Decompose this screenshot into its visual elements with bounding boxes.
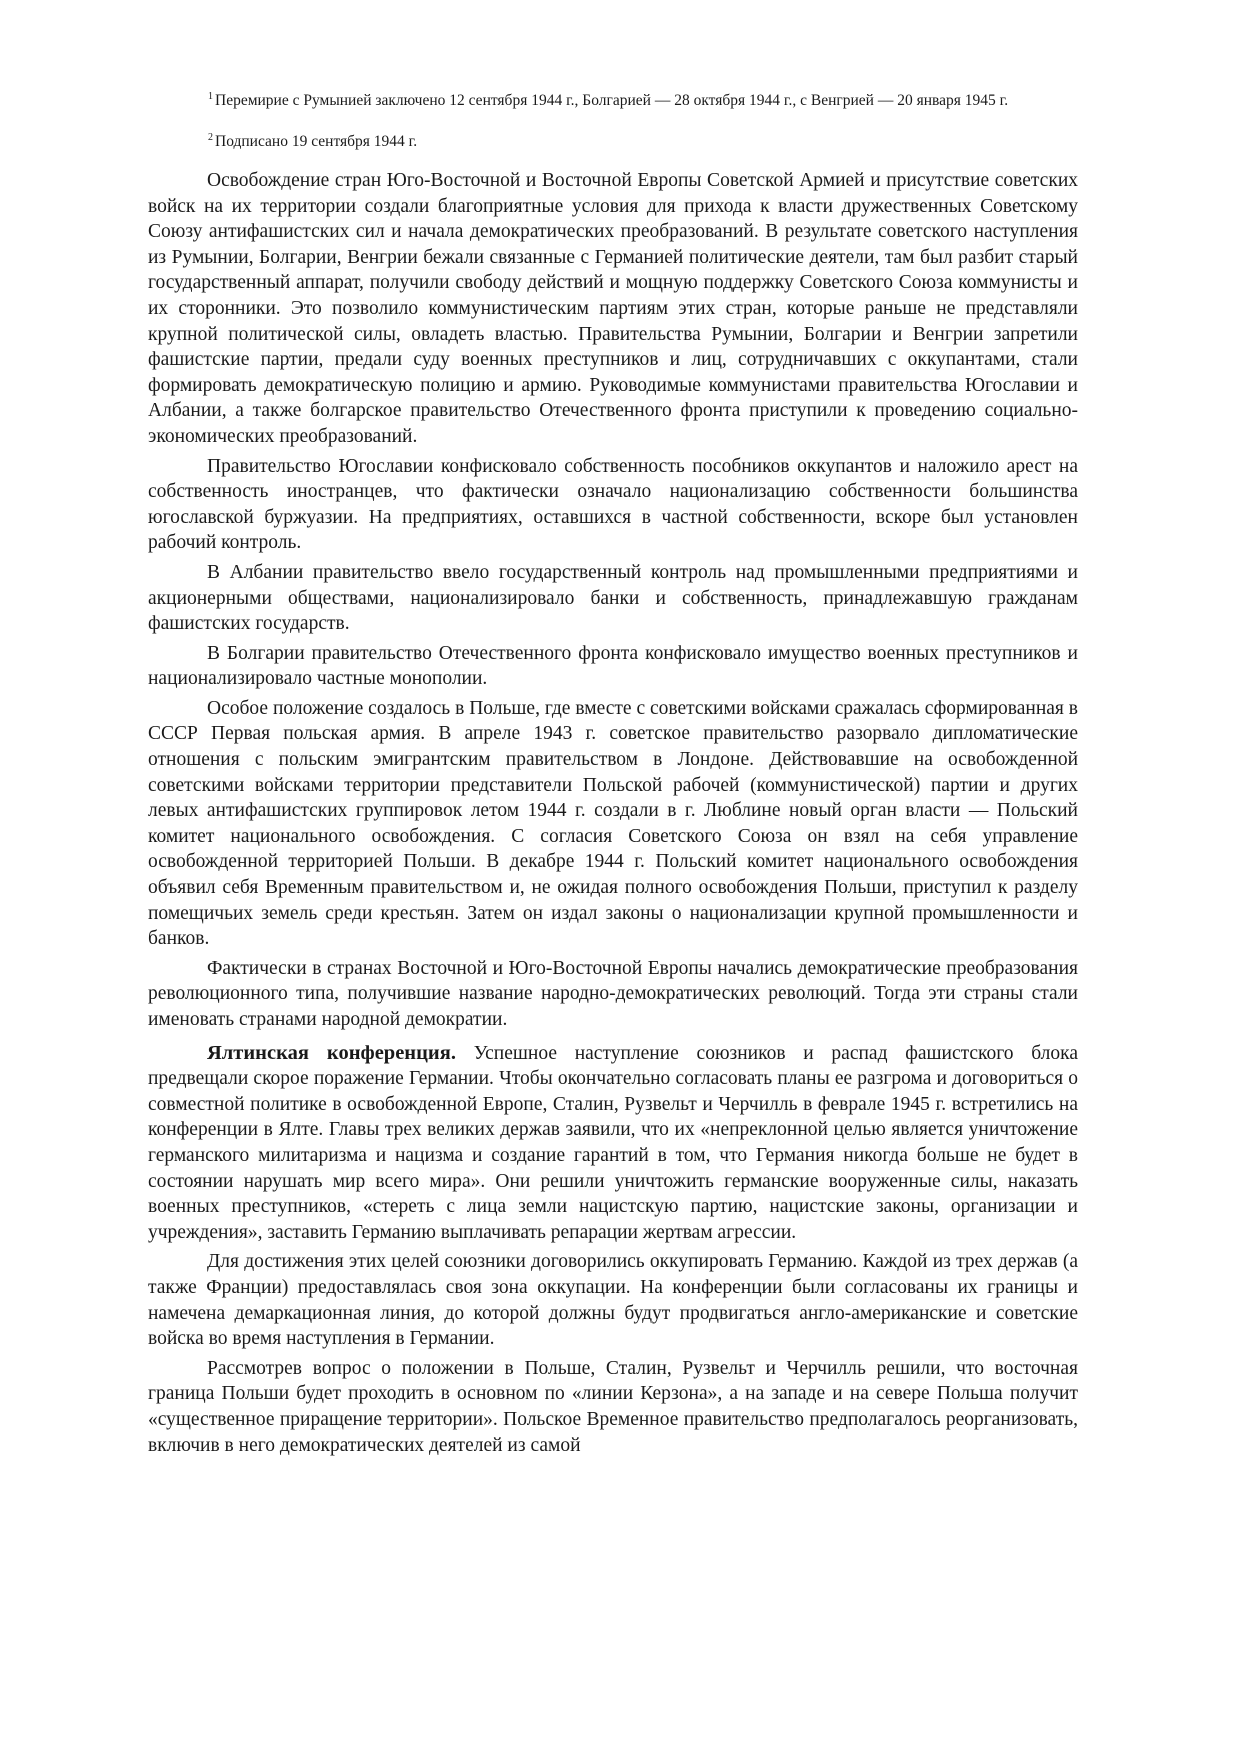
paragraph-poland: Особое положение создалось в Польше, где вместе с советскими войсками сражалась сформированная в СССР Первая польская армия. В апреле 1943 г. советское правительство разорвало дипломатические отношения с польским эмигрантским правительством в Лондоне. Действовавшие на освобожденной советскими войсками территории представители Польской рабочей (коммунистической) партии и других левых антифашистских группировок летом 1944 г. создали в г. Люблине новый орган власти — Польский комитет национального освобождения. С согласия Советского Союза он взял на себя управление освобожденной территорией Польши. В декабре 1944 г. Польский комитет национального освобождения объявил себя Временным правительством и, не ожидая полного освобождения Польши, приступил к разделу помещичьих земель среди крестьян. Затем он издал законы о национализации крупной промышленности и банков. [148, 697, 1078, 950]
section-text: Успешное наступление союзников и распад фашистского блока предвещали скорое поражение Германии. Чтобы окончательно согласовать планы ее разгрома и договориться о совместной политике в освобожденной Европе, Сталин, Рузвельт и Черчилль в феврале 1945 г. встретились на конференции в Ялте. Главы трех великих держав заявили, что их «непреклонной целью является уничтожение германского милитаризма и нацизма и создание гарантий в том, что Германия никогда больше не будет в состоянии нарушать мир всего мира». Они решили уничтожить германские вооруженные силы, наказать военных преступников, «стереть с лица земли нацистскую партию, нацистские законы, организации и учреждения», заставить Германию выплачивать репарации жертвам агрессии. [148, 1042, 1078, 1243]
paragraph-yugoslavia: Правительство Югославии конфисковало собственность пособников оккупантов и наложило арест на собственность иностранцев, что фактически означало национализацию собственности большинства югославской буржуазии. На предприятиях, оставшихся в частной собственности, вскоре был установлен рабочий контроль. [148, 455, 1078, 554]
footnote-text: Перемирие с Румынией заключено 12 сентября 1944 г., Болгарией — 28 октября 1944 г., с Венгрией — 20 января 1945 г. [215, 92, 1009, 109]
paragraph-poland-border: Рассмотрев вопрос о положении в Польше, Сталин, Рузвельт и Черчилль решили, что восточная граница Польши будет проходить в основном по «линии Керзона», а на западе и на севере Польша получит «существенное приращение территории». Польское Временное правительство предполагалось реорганизовать, включив в него демократических деятелей из самой [148, 1357, 1078, 1456]
section-heading: Ялтинская конференция. [207, 1041, 456, 1064]
footnote-mark: 2 [208, 132, 213, 143]
paragraph-peoples-democracy: Фактически в странах Восточной и Юго-Восточной Европы начались демократические преобразования революционного типа, получившие название народно-демократических революций. Тогда эти страны стали именовать странами народной демократии. [148, 957, 1078, 1030]
paragraph-occupation: Для достижения этих целей союзники договорились оккупировать Германию. Каждой из трех держав (а также Франции) предоставлялась своя зона оккупации. На конференции были согласованы их границы и намечена демаркационная линия, до которой должны будут продвигаться англо-американские и советские войска во время наступления в Германии. [148, 1251, 1078, 1350]
footnote-text: Подписано 19 сентября 1944 г. [215, 133, 418, 150]
paragraph-albania: В Албании правительство ввело государственный контроль над промышленными предприятиями и акционерными обществами, национализировало банки и собственность, принадлежавшую гражданам фашистских государств. [148, 561, 1078, 635]
footnote-mark: 1 [208, 91, 213, 102]
paragraph-bulgaria: В Болгарии правительство Отечественного фронта конфисковало имущество военных преступников и национализировало частные монополии. [148, 642, 1078, 690]
document-page [148, 86, 1078, 1462]
footnote-1 [148, 86, 1078, 111]
paragraph-liberation: Освобождение стран Юго-Восточной и Восточной Европы Советской Армией и присутствие советских войск на их территории создали благоприятные условия для прихода к власти дружественных Советскому Союзу антифашистских сил и начала демократических преобразований. В результате советского наступления из Румынии, Болгарии, Венгрии бежали связанные с Германией политические деятели, там был разбит старый государственный аппарат, получили свободу действий и мощную поддержку Советского Союза коммунисты и их сторонники. Это позволило коммунистическим партиям этих стран, которые раньше не представляли крупной политической силы, овладеть властью. Правительства Румынии, Болгарии и Венгрии запретили фашистские партии, предали суду военных преступников и лиц, сотрудничавших с оккупантами, стали формировать демократическую полицию и армию. Руководимые коммунистами правительства Югославии и Албании, а также болгарское правительство Отечественного фронта приступили к проведению социально-экономических преобразований. [148, 170, 1078, 447]
section-yalta-intro [148, 1041, 1078, 1246]
footnote-2 [148, 127, 1078, 152]
